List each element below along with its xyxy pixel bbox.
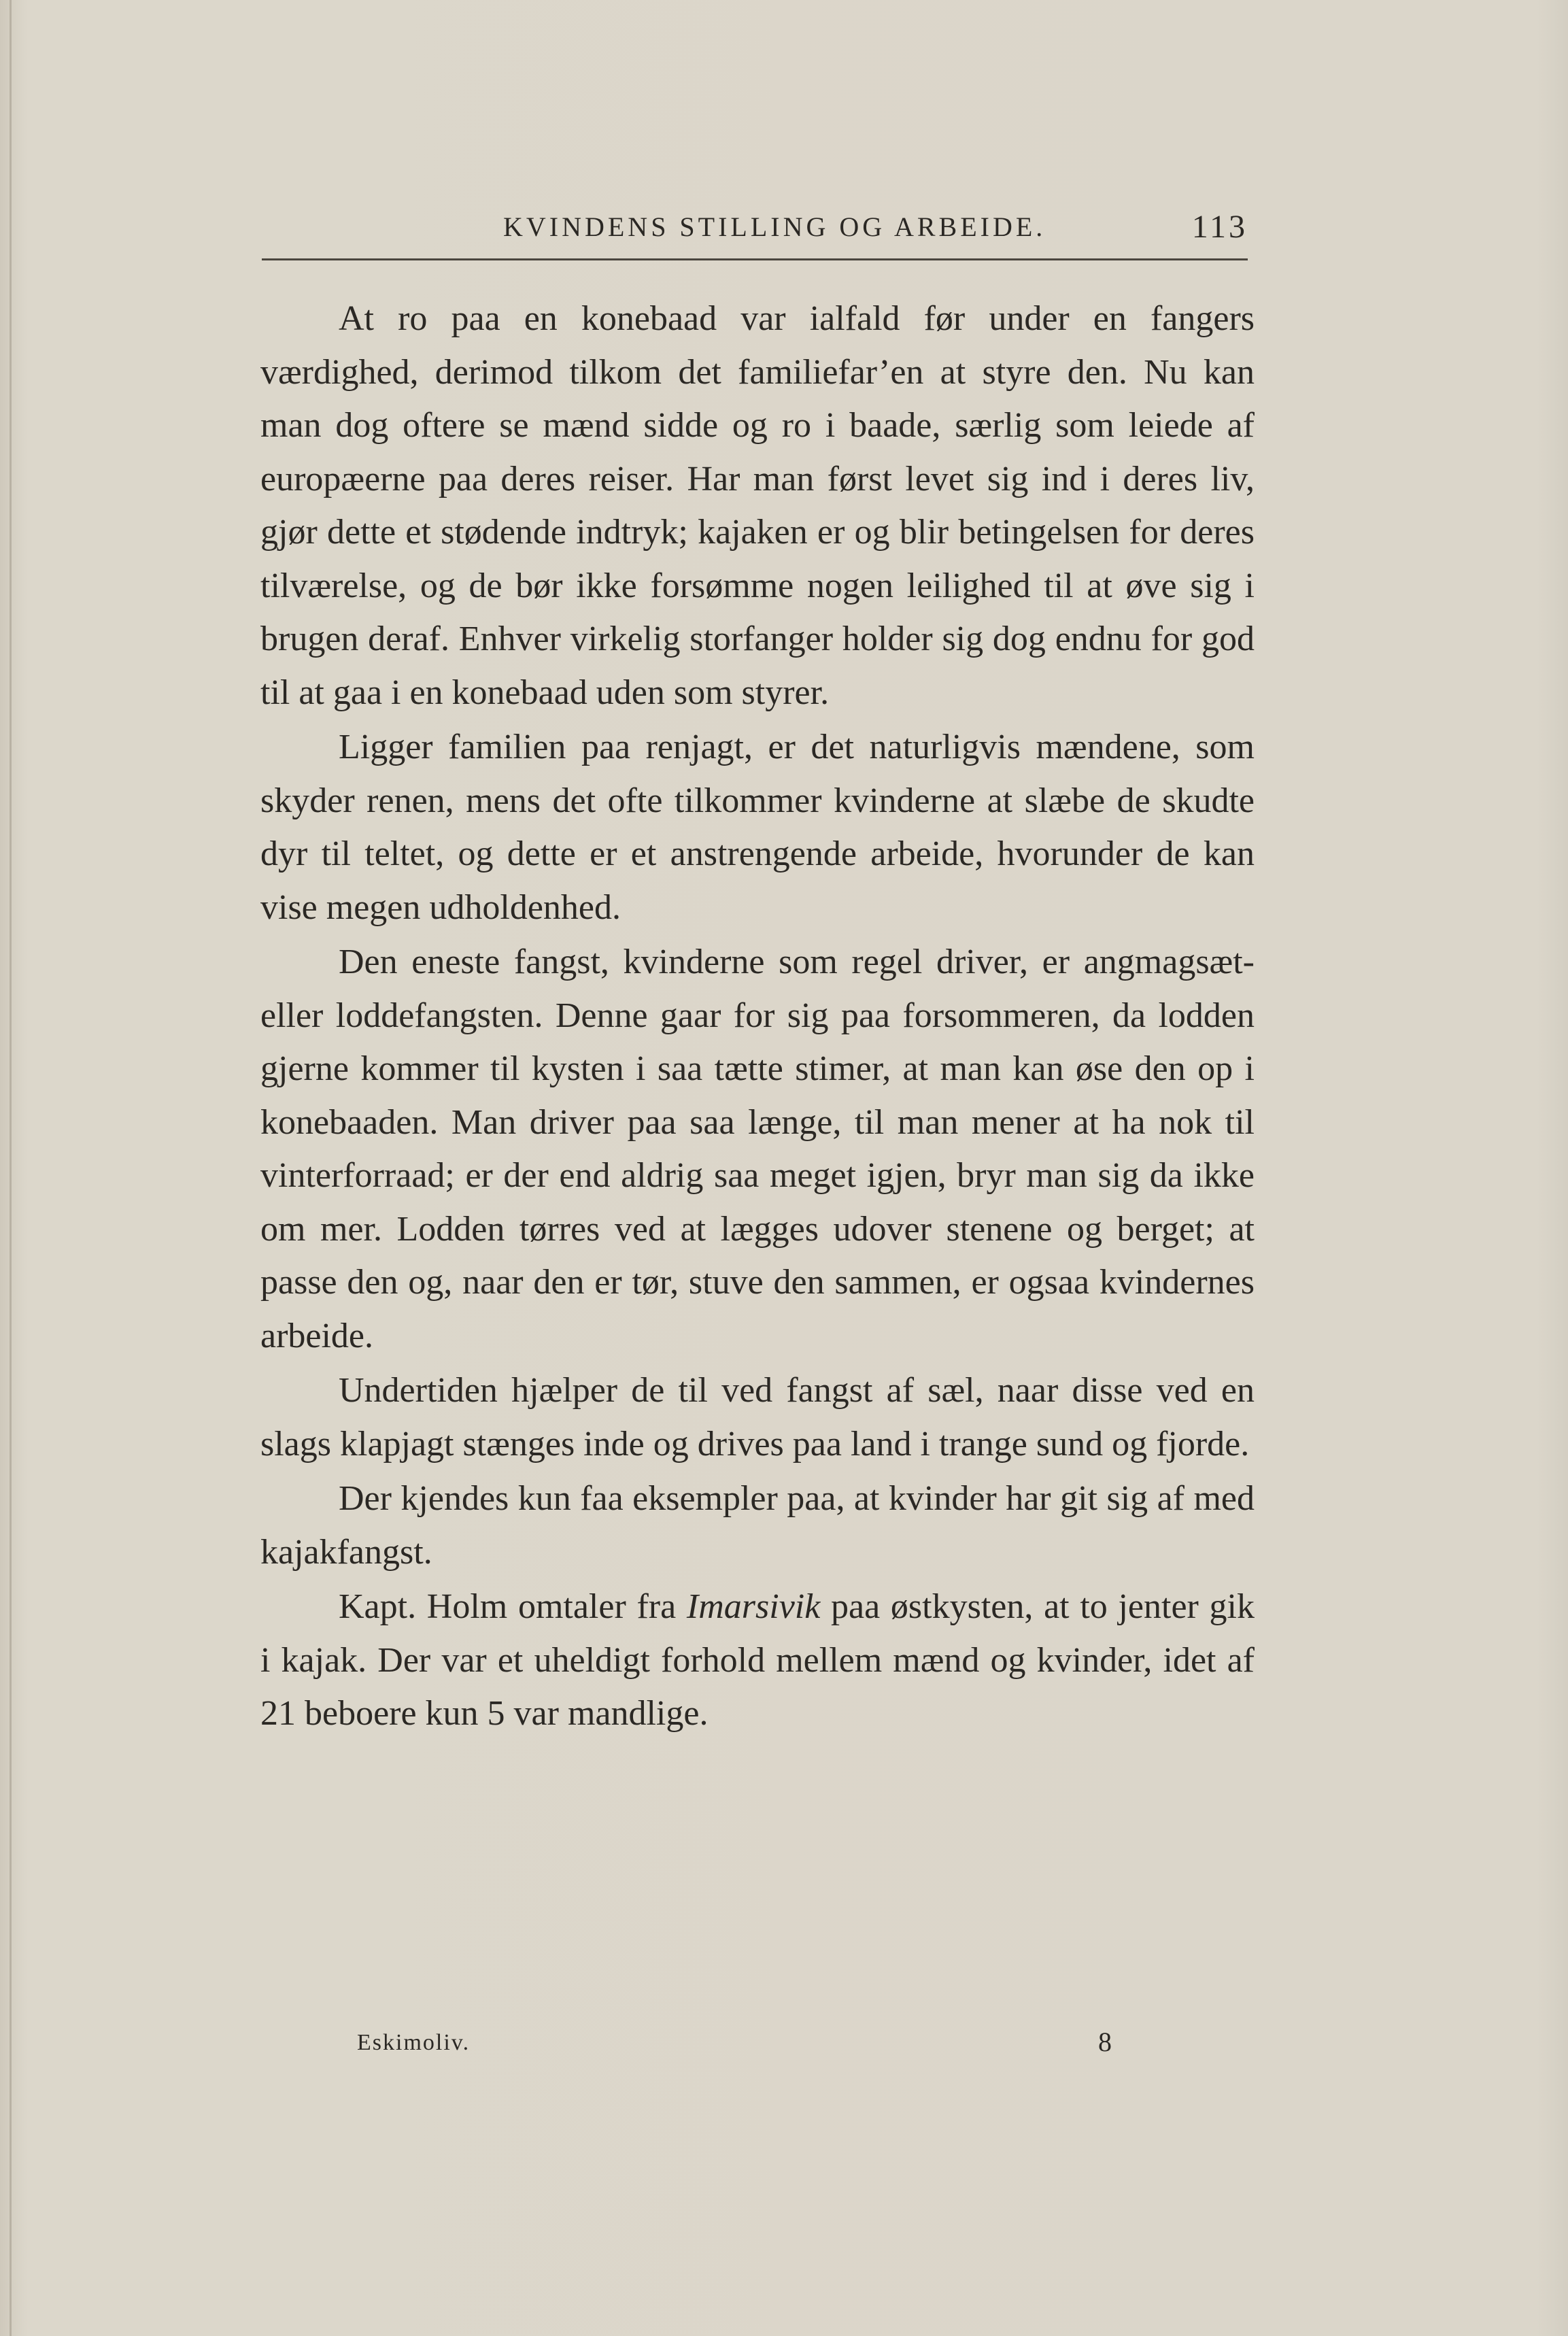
- italic-place-name: Imarsivik: [686, 1587, 821, 1626]
- page-header: [262, 204, 1248, 258]
- text-segment: Undertiden hjælper de til ved fangst af sæl, naar disse ved en slags klapjagt stænges inde og drives paa land i trange sund og fjorde.: [260, 1371, 1255, 1463]
- running-head: KVINDENS STILLING OG ARBEIDE.: [503, 211, 1046, 242]
- paragraph: [260, 1472, 1255, 1579]
- paragraph: [260, 292, 1255, 720]
- paragraph: [260, 721, 1255, 934]
- text-segment: Den eneste fangst, kvinderne som regel driver, er angmagsæt- eller loddefangsten. Denne gaar for sig paa forsommeren, da lodden gjerne kommer til kysten i saa tætte stimer, at man kan øse den op i konebaaden. Man driver paa saa længe, til man mener at ha nok til vinterforraad; er der end aldrig saa meget igjen, bryr man sig da ikke om mer. Lodden tørres ved at lægges udover stenene og berget; at passe den og, naar den er tør, stuve den sammen, er ogsaa kvindernes arbeide.: [260, 943, 1255, 1355]
- text-segment: At ro paa en konebaad var ialfald før under en fangers værdighed, derimod tilkom det familiefar’en at styre den. Nu kan man dog oftere se mænd sidde og ro i baade, særlig som leiede af europæerne paa deres reiser. Har man først levet sig ind i deres liv, gjør dette et stødende indtryk; kajaken er og blir betingelsen for deres tilværelse, og de bør ikke forsømme nogen leilighed til at øve sig i brugen deraf. Enhver virkelig storfanger holder sig dog endnu for god til at gaa i en konebaad uden som styrer.: [260, 299, 1255, 712]
- printer-signature: Eskimoliv.: [357, 2030, 471, 2055]
- paragraph: [260, 936, 1255, 1363]
- text-segment: Der kjendes kun faa eksempler paa, at kvinder har git sig af med kajakfangst.: [260, 1479, 1255, 1572]
- paragraph: [260, 1580, 1255, 1741]
- text-segment: Ligger familien paa renjagt, er det naturligvis mændene, som skyder renen, mens det ofte tilkommer kvinderne at slæbe de skudte dyr til teltet, og dette er et anstrengende arbeide, hvorunder de kan vise megen udholdenhed.: [260, 728, 1255, 927]
- body-text: [260, 292, 1255, 1741]
- paragraph: [260, 1364, 1255, 1471]
- text-segment: paa østkysten, at to jenter gik i kajak. Der var et uheldigt forhold mellem mænd og kvinder, idet af 21 beboere kun 5 var mandlige.: [260, 1587, 1255, 1733]
- signature-number: 8: [1098, 2027, 1112, 2057]
- header-rule: [262, 258, 1248, 260]
- binding-edge: [10, 0, 12, 2336]
- page-footer: [262, 2027, 1248, 2071]
- page-number: 113: [1191, 209, 1248, 245]
- text-segment: Kapt. Holm omtaler fra: [339, 1587, 687, 1626]
